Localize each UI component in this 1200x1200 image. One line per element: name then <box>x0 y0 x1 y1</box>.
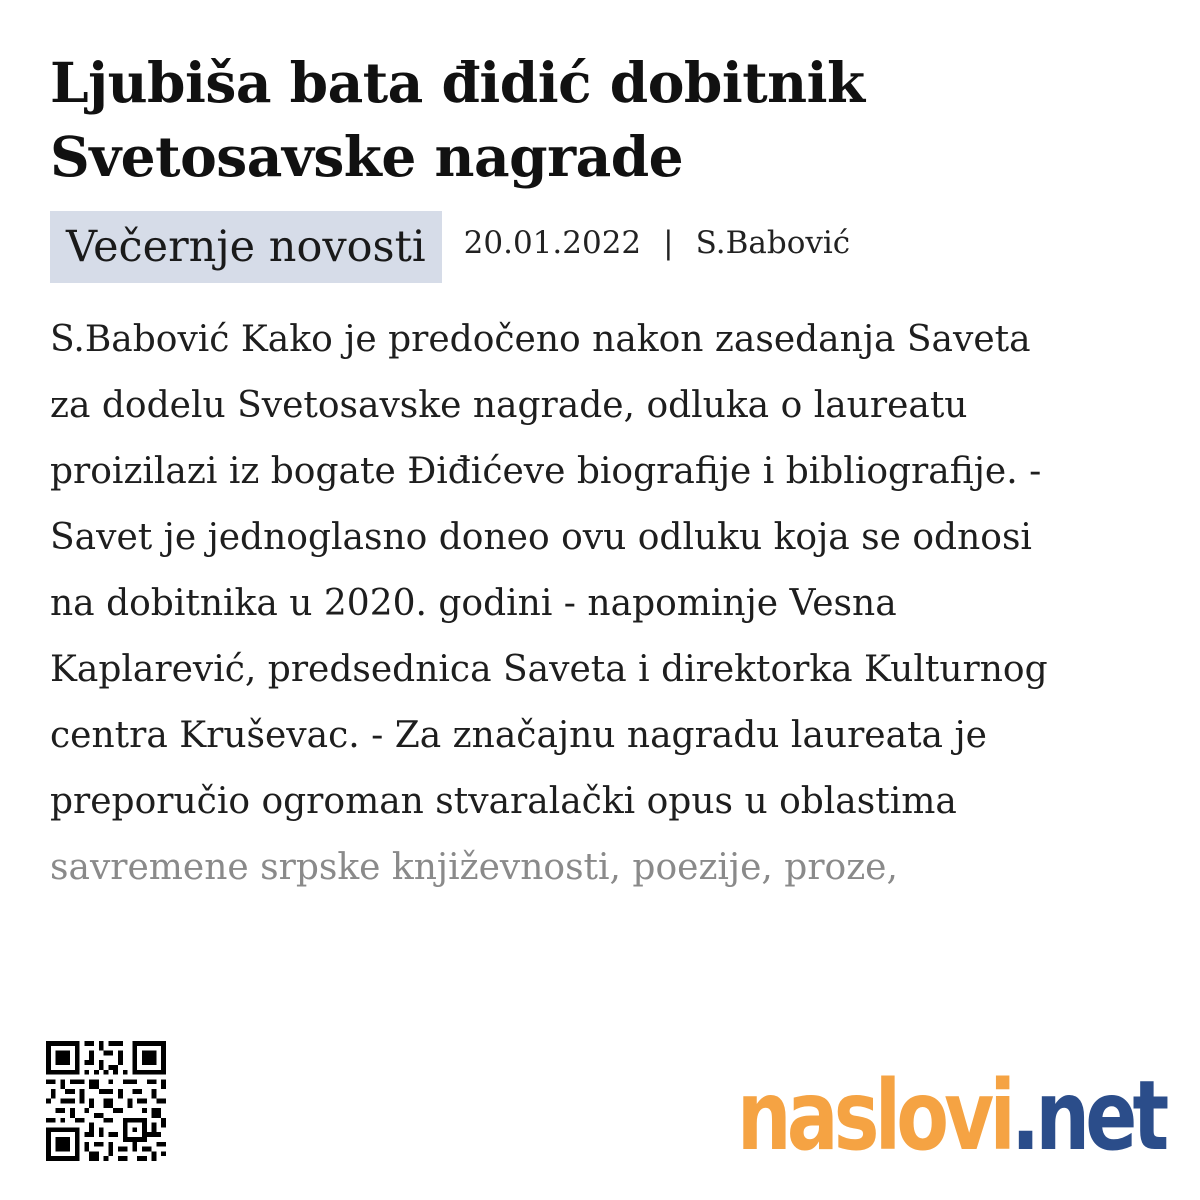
body-line: Kaplarević, predsednica Saveta i direktorka Kulturnog <box>50 649 1048 690</box>
headline-line-2: Svetosavske nagrade <box>50 124 684 189</box>
body-line: proizilazi iz bogate Điđićeve biografije i bibliografije. - <box>50 451 1042 492</box>
author-name: S.Babović <box>695 225 851 261</box>
body-line: na dobitnika u 2020. godini - napominje Vesna <box>50 583 897 624</box>
logo-text-secondary: .net <box>1010 1060 1164 1172</box>
article-body <box>50 307 1048 901</box>
source-badge[interactable]: Večernje novosti <box>50 211 442 283</box>
publish-date: 20.01.2022 <box>463 225 642 261</box>
body-line: Savet je jednoglasno doneo ovu odluku koja se odnosi <box>50 517 1032 558</box>
body-line: S.Babović Kako je predočeno nakon zasedanja Saveta <box>50 319 1031 360</box>
headline-line-1: Ljubiša bata đidić dobitnik <box>50 50 865 115</box>
logo-text-primary: naslovi <box>736 1060 1011 1172</box>
naslovi-net-logo[interactable] <box>736 1060 1164 1172</box>
article-meta <box>50 211 850 283</box>
qr-code-icon[interactable] <box>46 1038 166 1164</box>
body-line: za dodelu Svetosavske nagrade, odluka o laureatu <box>50 385 968 426</box>
body-line-faded: savremene srpske književnosti, poezije, proze, <box>50 847 898 888</box>
article-headline <box>50 46 1160 194</box>
meta-separator: | <box>663 225 674 261</box>
meta-info <box>464 211 851 261</box>
body-line: preporučio ogroman stvaralački opus u oblastima <box>50 781 957 822</box>
body-line: centra Kruševac. - Za značajnu nagradu laureata je <box>50 715 987 756</box>
